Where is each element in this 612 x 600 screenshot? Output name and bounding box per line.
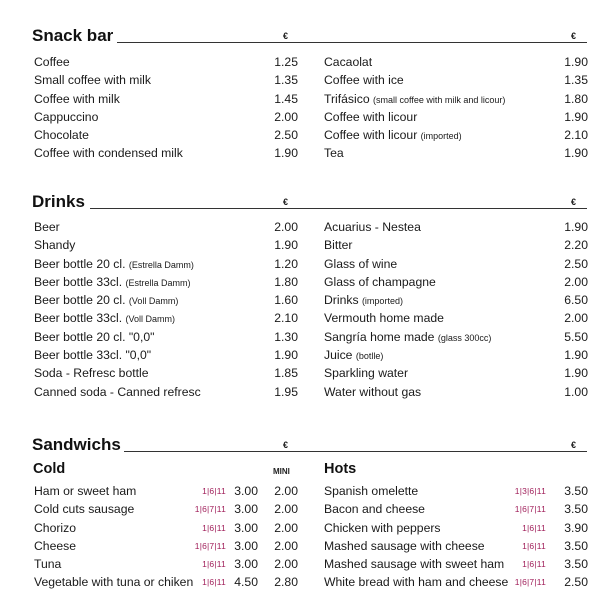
item-name: Beer [34, 220, 60, 234]
menu-item [34, 71, 304, 89]
allergen-codes: 1|3|6|11 [514, 486, 546, 496]
menu-item [324, 71, 588, 89]
currency-symbol: € [283, 440, 289, 450]
menu-item [34, 144, 304, 162]
item-name: Beer bottle 33cl. "0,0" [34, 348, 152, 363]
item-name: Coffee with ice [324, 73, 404, 88]
item-name: Bacon and cheese [324, 502, 425, 517]
allergen-codes: 1|6|11 [202, 559, 226, 570]
menu-column-left [34, 53, 304, 163]
item-name: Cacaolat [324, 55, 373, 69]
item-price: 2.10 [564, 128, 588, 143]
item-price: 1.90 [274, 238, 298, 253]
menu-item [324, 53, 588, 71]
item-price: 5.50 [564, 329, 588, 344]
item-name: Vegetable with tuna or chiken [34, 575, 194, 590]
item-mini-price: 2.00 [274, 538, 298, 553]
cold-sandwich-list [34, 482, 304, 592]
allergen-codes: 1|6|7|11 [514, 504, 546, 515]
item-note: (small coffee with milk and licour) [373, 94, 506, 105]
item-name: Coffee with licour (imported) [324, 128, 462, 143]
item-name: Coffee with milk [34, 91, 120, 106]
item-price: 3.90 [564, 520, 588, 535]
item-name: Coffee with licour [324, 109, 418, 124]
item-name: Beer bottle 33cl. (Voll Damm) [34, 311, 175, 326]
item-name: Drinks (imported) [324, 293, 403, 308]
sandwich-item [34, 555, 304, 573]
item-price: 3.00 [234, 557, 258, 572]
menu-item [34, 90, 304, 108]
item-price: 1.85 [274, 366, 298, 381]
item-price: 1.30 [274, 329, 298, 344]
menu-item [34, 218, 304, 236]
item-price: 1.20 [274, 256, 298, 271]
item-name: Glass of champagne [324, 274, 436, 289]
item-price: 2.50 [564, 256, 588, 271]
item-name: Canned soda - Canned refresc [34, 384, 201, 399]
item-price: 1.80 [274, 274, 298, 289]
item-price: 1.90 [564, 348, 588, 363]
item-mini-price: 2.00 [274, 502, 298, 517]
section-rule [117, 42, 587, 43]
item-name: Cold cuts sausage [34, 502, 135, 517]
menu-item [324, 108, 588, 126]
menu-item [324, 144, 588, 162]
item-name: White bread with ham and cheese [324, 575, 509, 590]
currency-symbol: € [571, 440, 577, 450]
section-title: Drinks [32, 192, 85, 211]
allergen-codes: 1|6|11 [522, 522, 546, 533]
sandwich-item [34, 573, 304, 591]
menu-item [324, 346, 588, 364]
menu-item [324, 126, 588, 144]
item-name: Sparkling water [324, 366, 408, 381]
item-name: Bitter [324, 238, 353, 253]
menu-item [34, 309, 304, 327]
allergen-codes: 1|6|7|11 [194, 504, 226, 515]
menu-item [34, 346, 304, 364]
item-name: Chicken with peppers [324, 520, 441, 535]
item-name: Shandy [34, 238, 76, 253]
mini-label: MINI [273, 467, 290, 476]
item-price: 3.00 [234, 484, 258, 498]
allergen-codes: 1|6|7|11 [514, 577, 546, 588]
menu-item [34, 108, 304, 126]
cold-subtitle: Cold [33, 461, 66, 477]
sandwich-item [324, 555, 588, 573]
item-price: 6.50 [564, 293, 588, 308]
item-name: Glass of wine [324, 256, 398, 271]
menu-item [324, 236, 588, 254]
item-name: Beer bottle 20 cl. (Estrella Damm) [34, 256, 194, 271]
allergen-codes: 1|6|11 [202, 522, 226, 533]
menu-item [324, 291, 588, 309]
item-price: 3.00 [234, 538, 258, 553]
section-title: Sandwichs [32, 435, 121, 454]
menu-item [34, 255, 304, 273]
item-name: Small coffee with milk [34, 73, 151, 88]
item-mini-price: 2.80 [274, 575, 298, 590]
menu-item [324, 273, 588, 291]
sandwich-item [324, 500, 588, 518]
menu-column-left [34, 218, 304, 401]
hot-sandwich-list [324, 482, 588, 592]
item-note: (Estrella Damm) [125, 277, 191, 288]
item-name: Spanish omelette [324, 484, 419, 498]
menu-item [324, 309, 588, 327]
currency-symbol: € [283, 31, 289, 41]
item-note: (Voll Damm) [128, 296, 179, 307]
item-price: 2.00 [274, 109, 298, 124]
menu-item [34, 236, 304, 254]
item-price: 1.45 [274, 91, 298, 106]
item-price: 3.50 [564, 557, 588, 572]
item-price: 1.25 [274, 55, 298, 69]
item-note: (imported) [420, 131, 462, 142]
item-name: Coffee [34, 55, 70, 69]
currency-symbol: € [571, 197, 577, 207]
section-rule [90, 208, 587, 209]
menu-item [324, 383, 588, 401]
item-price: 1.35 [274, 73, 298, 88]
item-price: 1.95 [274, 384, 298, 399]
menu-item [324, 90, 588, 108]
menu-item [34, 126, 304, 144]
item-name: Mashed sausage with cheese [324, 538, 485, 553]
sandwich-item [324, 482, 588, 500]
item-name: Mashed sausage with sweet ham [324, 557, 505, 572]
allergen-codes: 1|6|11 [202, 486, 226, 496]
sandwich-item [324, 537, 588, 555]
item-name: Tea [324, 146, 344, 161]
menu-item [34, 364, 304, 382]
item-price: 1.35 [564, 73, 588, 88]
item-price: 1.90 [564, 55, 588, 69]
item-price: 4.50 [234, 575, 258, 590]
item-name: Tuna [34, 557, 62, 572]
item-name: Trifásico (small coffee with milk and licour) [324, 91, 506, 106]
item-note: (glass 300cc) [437, 332, 492, 343]
item-mini-price: 2.00 [274, 520, 298, 535]
item-name: Acuarius - Nestea [324, 220, 421, 234]
allergen-codes: 1|6|11 [522, 540, 546, 551]
item-name: Chocolate [34, 128, 89, 143]
item-note: (Voll Damm) [125, 314, 175, 325]
sandwich-item [34, 537, 304, 555]
section-rule [124, 451, 587, 452]
menu-item [34, 53, 304, 71]
currency-symbol: € [571, 31, 577, 41]
item-price: 1.90 [564, 146, 588, 161]
item-price: 1.90 [564, 220, 588, 234]
item-price: 3.00 [234, 502, 258, 517]
menu-item [324, 255, 588, 273]
sandwich-item [34, 482, 304, 500]
item-name: Juice (botlle) [324, 348, 384, 363]
item-price: 3.50 [564, 538, 588, 553]
sandwich-item [34, 519, 304, 537]
item-note: (botlle) [355, 351, 384, 362]
item-name: Cheese [34, 538, 77, 553]
item-mini-price: 2.00 [274, 557, 298, 572]
menu-column-right [324, 218, 588, 401]
sandwich-item [324, 573, 588, 591]
item-name: Soda - Refresc bottle [34, 366, 149, 381]
menu-column-right [324, 53, 588, 163]
currency-symbol: € [283, 197, 289, 207]
item-price: 1.00 [564, 384, 588, 399]
sandwich-item [324, 519, 588, 537]
item-name: Ham or sweet ham [34, 484, 137, 498]
menu-item [324, 218, 588, 236]
item-name: Chorizo [34, 520, 76, 535]
menu-item [34, 328, 304, 346]
menu-item [34, 273, 304, 291]
item-price: 3.50 [564, 484, 588, 498]
item-mini-price: 2.00 [274, 484, 298, 498]
item-note: (imported) [361, 296, 403, 307]
allergen-codes: 1|6|11 [522, 559, 546, 570]
section-title: Snack bar [32, 26, 114, 45]
allergen-codes: 1|6|7|11 [194, 540, 226, 551]
item-price: 2.20 [564, 238, 588, 253]
item-price: 2.50 [274, 128, 298, 143]
sandwich-item [34, 500, 304, 518]
allergen-codes: 1|6|11 [202, 577, 226, 588]
menu-item [34, 291, 304, 309]
item-price: 1.90 [274, 348, 298, 363]
item-price: 1.60 [274, 293, 298, 308]
menu-item [324, 328, 588, 346]
item-price: 2.00 [564, 311, 588, 326]
item-name: Beer bottle 20 cl. (Voll Damm) [34, 293, 179, 308]
item-name: Cappuccino [34, 109, 99, 124]
menu-item [34, 383, 304, 401]
item-price: 2.00 [274, 220, 298, 234]
item-name: Vermouth home made [324, 311, 444, 326]
item-price: 2.50 [564, 575, 588, 590]
item-price: 1.90 [564, 109, 588, 124]
item-name: Coffee with condensed milk [34, 146, 183, 161]
item-price: 3.00 [234, 520, 258, 535]
hots-subtitle: Hots [324, 461, 357, 477]
item-price: 2.00 [564, 274, 588, 289]
item-name: Sangría home made (glass 300cc) [324, 329, 492, 344]
item-name: Water without gas [324, 384, 422, 399]
item-price: 3.50 [564, 502, 588, 517]
item-price: 1.80 [564, 91, 588, 106]
item-name: Beer bottle 33cl. (Estrella Damm) [34, 274, 191, 289]
item-note: (Estrella Damm) [128, 259, 194, 270]
item-price: 1.90 [564, 366, 588, 381]
item-name: Beer bottle 20 cl. "0,0" [34, 329, 155, 344]
menu-item [324, 364, 588, 382]
item-price: 2.10 [274, 311, 298, 326]
item-price: 1.90 [274, 146, 298, 161]
